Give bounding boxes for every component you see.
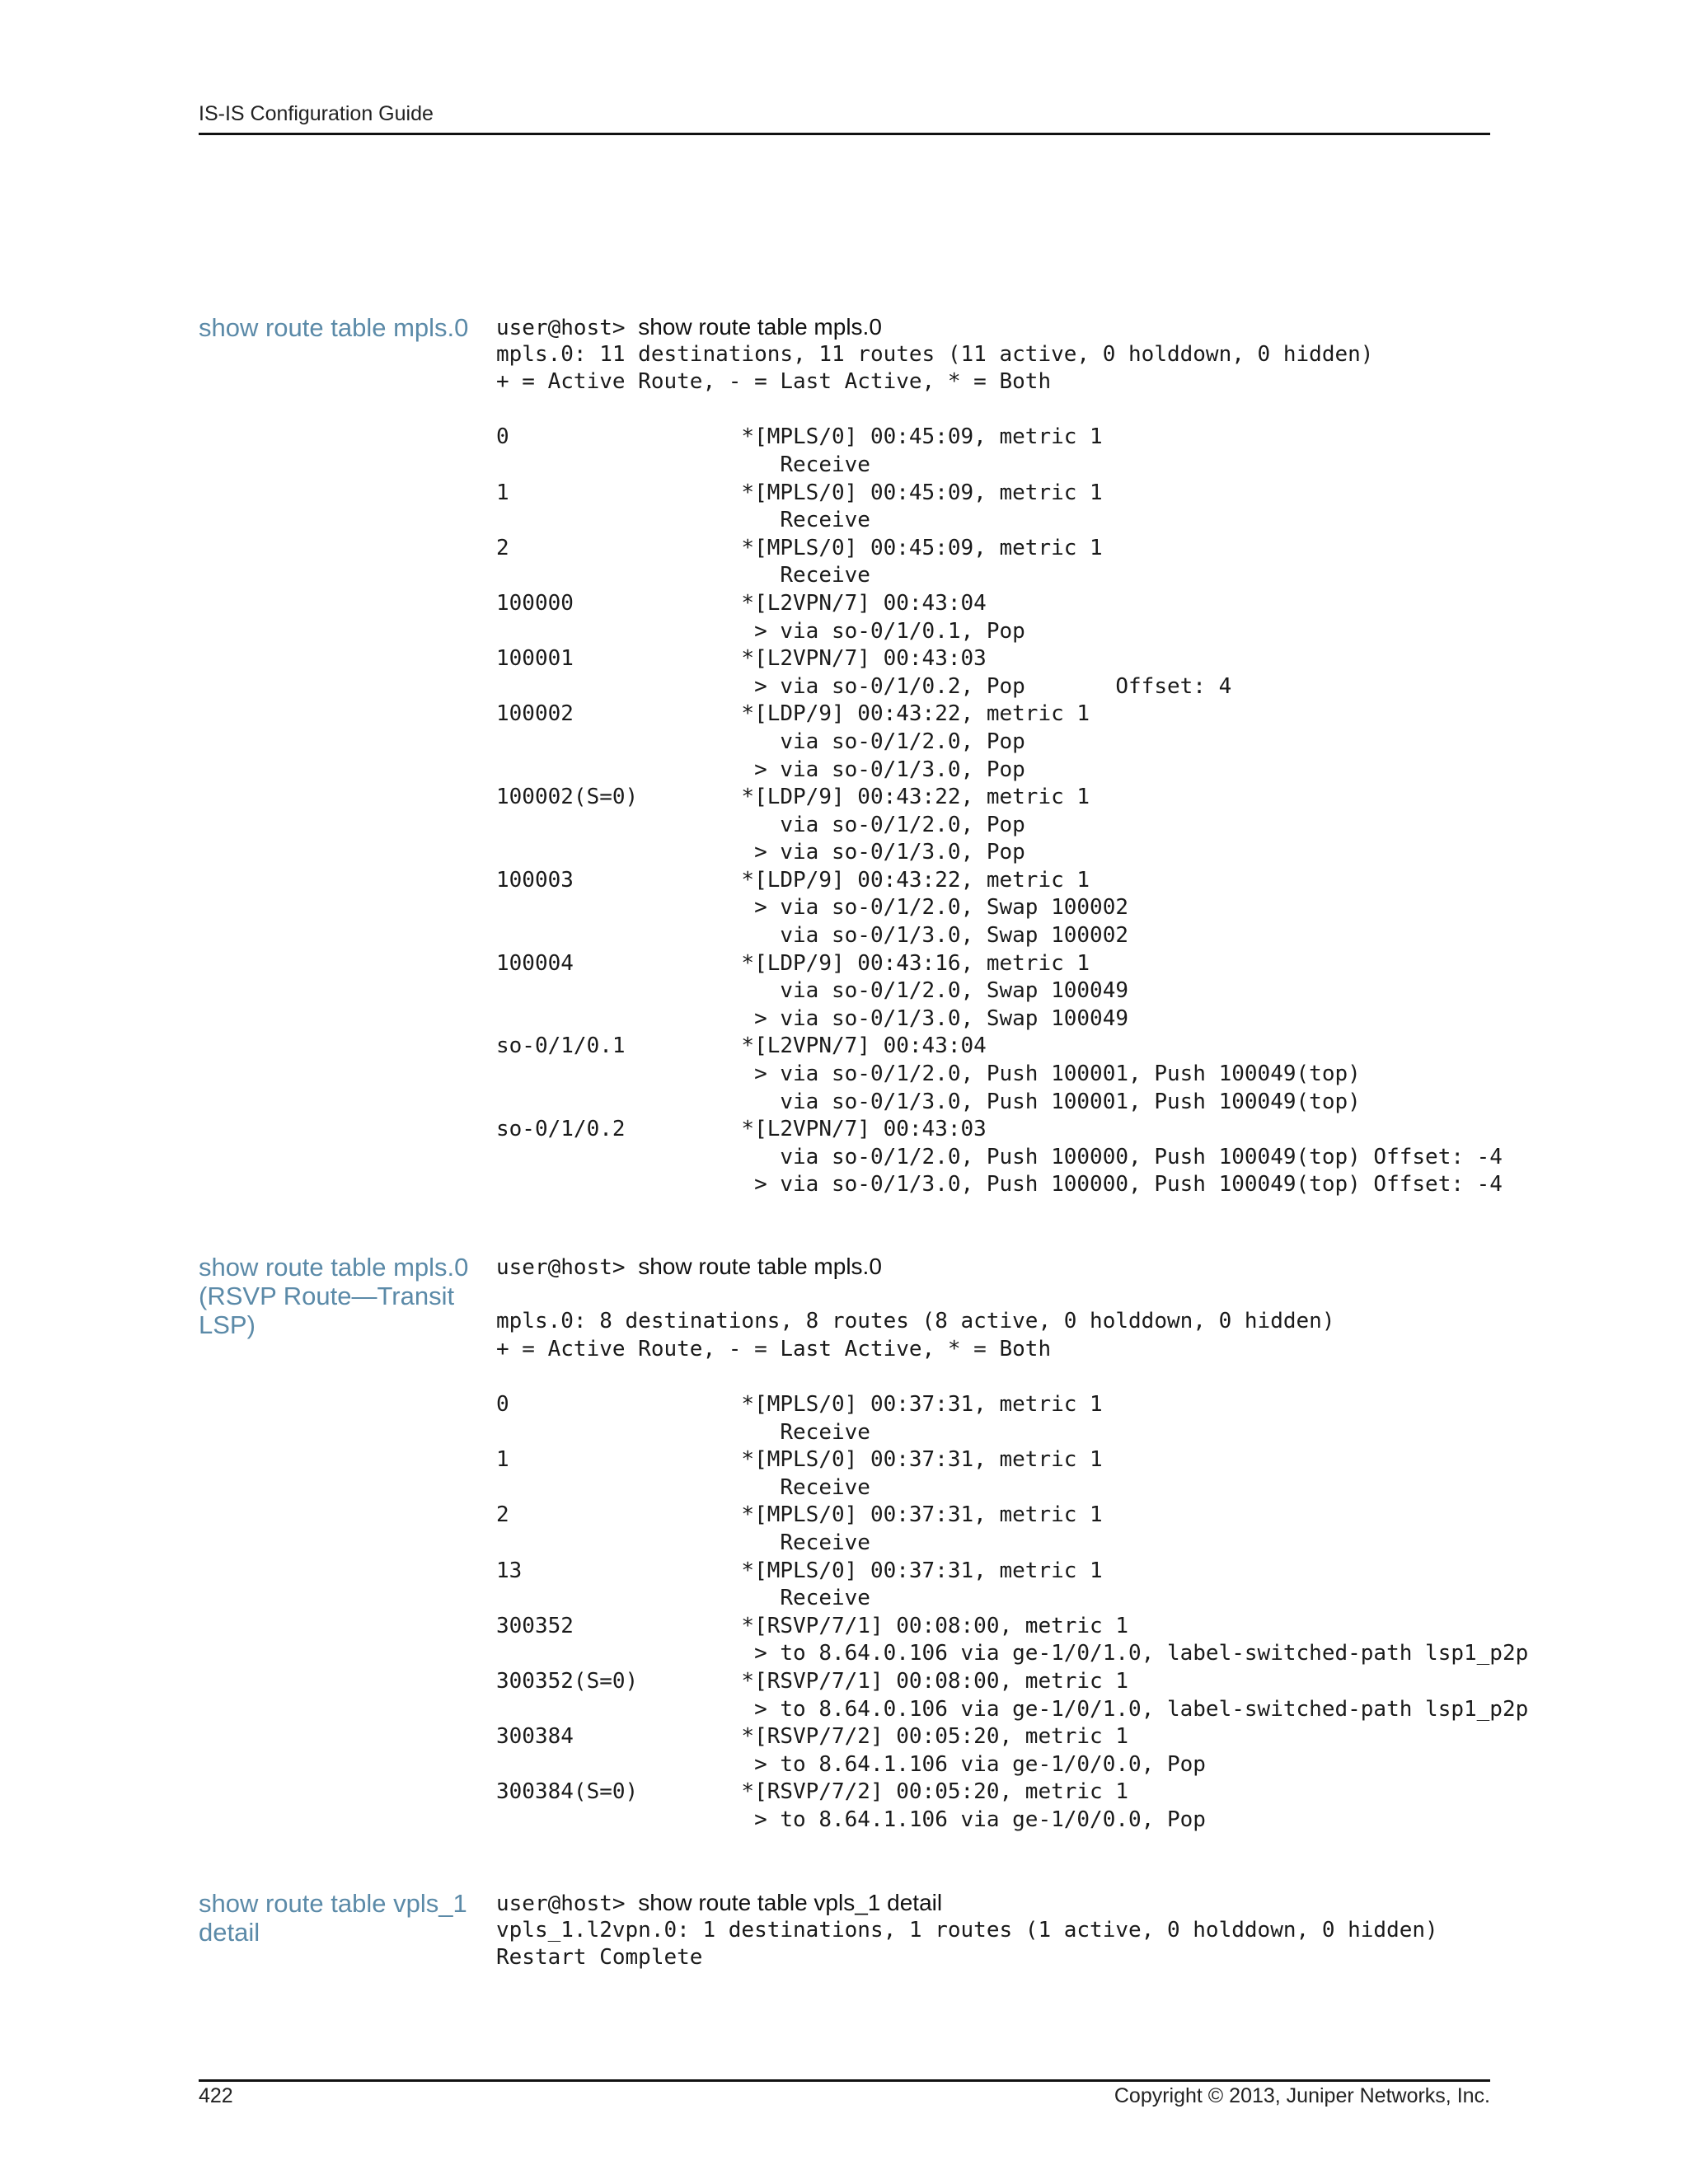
cli-prompt: user@host> xyxy=(496,1255,639,1280)
copyright-notice: Copyright © 2013, Juniper Networks, Inc. xyxy=(1114,2084,1490,2107)
cli-prompt: user@host> xyxy=(496,1891,639,1916)
command-line xyxy=(496,313,1493,341)
cli-prompt: user@host> xyxy=(496,316,639,340)
header-divider xyxy=(199,133,1490,135)
page-number: 422 xyxy=(199,2084,233,2107)
section-heading: show route table mpls.0 (RSVP Route—Transit LSP) xyxy=(199,1253,469,1339)
running-header-title: IS-IS Configuration Guide xyxy=(199,102,434,125)
section-content xyxy=(496,313,1503,1199)
cli-output: mpls.0: 8 destinations, 8 routes (8 active, 0 holddown, 0 hidden) + = Active Route, - = Last Active, * = Both 0 *[MPLS/0] 00:37:31, metric 1 Receive 1 *[MPLS/0] 00:37:31, metric 1 Receive 2 *[MPLS/0] 00:37:31, metric 1 Receive 13 *[MPLS/0] 00:37:31, metric 1 Receive 300352 *[RSVP/7/1] 00:08:00, metric 1 > to 8.64.0.106 via ge-1/0/1.0, label-switched-path lsp1_p2p 300352(S=0) *[RSVP/7/1] 00:08:00, metric 1 > to 8.64.0.106 via ge-1/0/1.0, label-switched-path lsp1_p2p 300384 *[RSVP/7/2] 00:05:20, metric 1 > to 8.64.1.106 via ge-1/0/0.0, Pop 300384(S=0) *[RSVP/7/2] 00:05:20, metric 1 > to 8.64.1.106 via ge-1/0/0.0, Pop xyxy=(496,1309,1529,1832)
cli-output: vpls_1.l2vpn.0: 1 destinations, 1 routes (1 active, 0 holddown, 0 hidden) Restart Complete xyxy=(496,1917,1438,1971)
spacer xyxy=(496,1281,1493,1309)
section-heading: show route table mpls.0 xyxy=(199,313,469,342)
command-line xyxy=(496,1889,1493,1917)
footer-divider xyxy=(199,2079,1490,2082)
section-content xyxy=(496,1253,1529,1834)
command-line xyxy=(496,1253,1493,1281)
section-heading: show route table vpls_1 detail xyxy=(199,1889,467,1947)
section-content xyxy=(496,1889,1493,1972)
cli-command: show route table vpls_1 detail xyxy=(638,1890,943,1915)
cli-command: show route table mpls.0 xyxy=(638,1254,882,1279)
cli-command: show route table mpls.0 xyxy=(638,314,882,340)
cli-output: mpls.0: 11 destinations, 11 routes (11 active, 0 holddown, 0 hidden) + = Active Route, - = Last Active, * = Both 0 *[MPLS/0] 00:45:09, metric 1 Receive 1 *[MPLS/0] 00:45:09, metric 1 Receive 2 *[MPLS/0] 00:45:09, metric 1 Receive 100000 *[L2VPN/7] 00:43:04 > via so-0/1/0.1, Pop 100001 *[L2VPN/7] 00:43:03 > via so-0/1/0.2, Pop Offset: 4 100002 *[LDP/9] 00:43:22, metric 1 via so-0/1/2.0, Pop > via so-0/1/3.0, Pop 100002(S=0) *[LDP/9] 00:43:22, metric 1 via so-0/1/2.0, Pop > via so-0/1/3.0, Pop 100003 *[LDP/9] 00:43:22, metric 1 > via so-0/1/2.0, Swap 100002 via so-0/1/3.0, Swap 100002 100004 *[LDP/9] 00:43:16, metric 1 via so-0/1/2.0, Swap 100049 > via so-0/1/3.0, Swap 100049 so-0/1/0.1 *[L2VPN/7] 00:43:04 > via so-0/1/2.0, Push 100001, Push 100049(top) via so-0/1/3.0, Push 100001, Push 100049(top) so-0/1/0.2 *[L2VPN/7] 00:43:03 via so-0/1/2.0, Push 100000, Push 100049(top) Offset: -4 > via so-0/1/3.0, Push 100000, Push 100049(top) Offset: -4 xyxy=(496,341,1503,1197)
